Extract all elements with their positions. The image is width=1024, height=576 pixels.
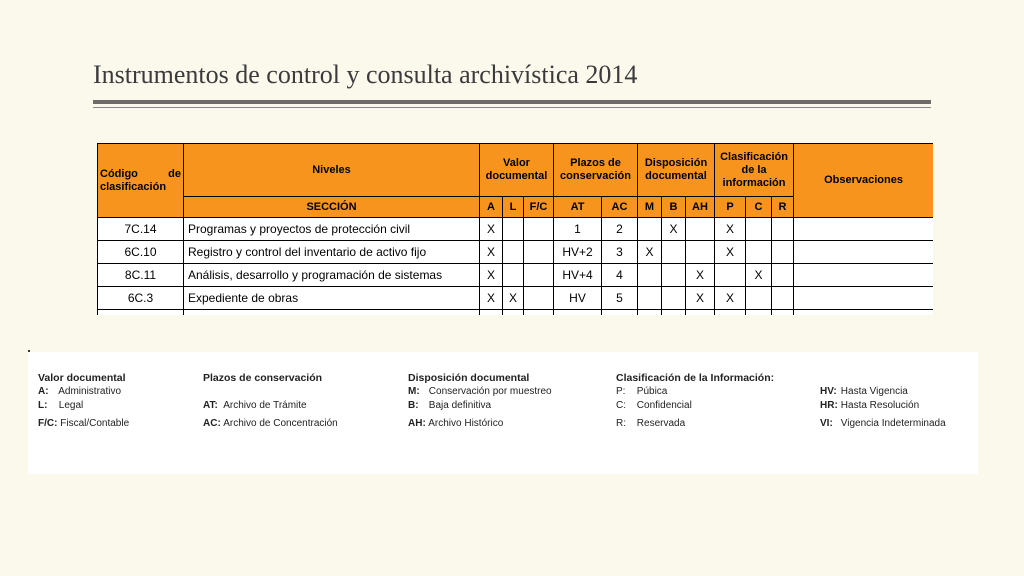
table-row [98, 218, 934, 241]
mark-cell: X [715, 218, 746, 241]
niveles-header: Niveles [184, 144, 480, 197]
observaciones-cell [794, 264, 933, 287]
mark-cell: 3 [602, 241, 638, 264]
legend-item: P: Púbica [616, 386, 668, 397]
clasificacion-header: Clasificación de la información [715, 144, 794, 197]
legend-item: A: Administrativo [38, 386, 122, 397]
legend-item: C: Confidencial [616, 400, 692, 411]
mark-cell [524, 218, 554, 241]
mark-cell: X [480, 264, 503, 287]
page-title: Instrumentos de control y consulta archivística 2014 [93, 60, 638, 89]
mark-cell: X [715, 241, 746, 264]
sub-header: AC [602, 197, 638, 218]
legend-item: VI: Vigencia Indeterminada [820, 418, 946, 429]
disposicion-header: Disposición documental [638, 144, 715, 197]
legend-clasificacion [616, 372, 774, 432]
sub-header: R [772, 197, 794, 218]
legend-item: M: Conservación por muestreo [408, 386, 552, 397]
mark-cell [503, 218, 524, 241]
legend-vigencia [820, 386, 946, 432]
legend-image [28, 352, 978, 474]
mark-cell [686, 241, 715, 264]
mark-cell: X [480, 287, 503, 310]
legend-valor [38, 372, 129, 432]
sub-header: P [715, 197, 746, 218]
code-cell: 6C.3 [98, 287, 184, 310]
plazos-header: Plazos de conservación [554, 144, 638, 197]
legend-plazos [203, 372, 338, 432]
table-row [98, 287, 934, 310]
legend-item: HV: Hasta Vigencia [820, 386, 908, 397]
mark-cell: X [715, 287, 746, 310]
mark-cell [524, 264, 554, 287]
section-cell: Programas y proyectos de protección civil [184, 218, 480, 241]
mark-cell: HV+2 [554, 241, 602, 264]
mark-cell [638, 264, 662, 287]
mark-cell: X [686, 287, 715, 310]
sub-header: F/C [524, 197, 554, 218]
mark-cell: X [638, 241, 662, 264]
mark-cell: X [503, 287, 524, 310]
table-row [98, 264, 934, 287]
title-divider-thin [93, 107, 931, 108]
mark-cell [662, 287, 686, 310]
section-cell: Registro y control del inventario de activo fijo [184, 241, 480, 264]
mark-cell [715, 264, 746, 287]
legend-item: HR: Hasta Resolución [820, 400, 920, 411]
section-cell: Análisis, desarrollo y programación de sistemas [184, 264, 480, 287]
mark-cell [503, 241, 524, 264]
mark-cell [503, 264, 524, 287]
code-header: Código de clasificación [98, 144, 184, 218]
sub-header: AT [554, 197, 602, 218]
observaciones-cell [794, 218, 933, 241]
observaciones-header: Observaciones [794, 144, 933, 218]
legend-heading: Clasificación de la Información: [616, 372, 775, 384]
mark-cell [772, 264, 794, 287]
sub-header: B [662, 197, 686, 218]
mark-cell: HV+4 [554, 264, 602, 287]
table-row [98, 241, 934, 264]
legend-item: AC: Archivo de Concentración [203, 418, 338, 429]
sub-header: A [480, 197, 503, 218]
mark-cell [746, 218, 772, 241]
legend-heading: Disposición documental [408, 372, 530, 384]
mark-cell [772, 241, 794, 264]
mark-cell [524, 241, 554, 264]
section-cell: Expediente de obras [184, 287, 480, 310]
table-row-partial [98, 310, 934, 316]
mark-cell: X [480, 218, 503, 241]
classification-table-image [97, 143, 933, 315]
valor-documental-header: Valor documental [480, 144, 554, 197]
code-cell: 8C.11 [98, 264, 184, 287]
sub-header: M [638, 197, 662, 218]
mark-cell [746, 287, 772, 310]
mark-cell: X [662, 218, 686, 241]
mark-cell: 2 [602, 218, 638, 241]
mark-cell: X [746, 264, 772, 287]
sub-header: AH [686, 197, 715, 218]
mark-cell [686, 218, 715, 241]
sub-header: L [503, 197, 524, 218]
mark-cell: X [686, 264, 715, 287]
legend-item: L: Legal [38, 400, 84, 411]
legend-heading: Valor documental [38, 372, 126, 384]
mark-cell [746, 241, 772, 264]
mark-cell [662, 241, 686, 264]
legend-item: AT: Archivo de Trámite [203, 400, 307, 411]
title-divider [93, 100, 931, 104]
sub-header: C [746, 197, 772, 218]
legend-item: AH: Archivo Histórico [408, 418, 504, 429]
observaciones-cell [794, 241, 933, 264]
mark-cell: X [480, 241, 503, 264]
mark-cell [772, 218, 794, 241]
code-cell: 7C.14 [98, 218, 184, 241]
mark-cell [638, 287, 662, 310]
mark-cell: 4 [602, 264, 638, 287]
seccion-header: SECCIÓN [184, 197, 480, 218]
legend-disposicion [408, 372, 552, 432]
mark-cell: 1 [554, 218, 602, 241]
classification-table [97, 143, 933, 315]
mark-cell: 5 [602, 287, 638, 310]
legend-item: B: Baja definitiva [408, 400, 492, 411]
legend-heading: Plazos de conservación [203, 372, 323, 384]
legend-item: R: Reservada [616, 418, 686, 429]
mark-cell [772, 287, 794, 310]
legend-item: F/C: Fiscal/Contable [38, 418, 130, 429]
observaciones-cell [794, 287, 933, 310]
mark-cell [524, 287, 554, 310]
mark-cell: HV [554, 287, 602, 310]
mark-cell [662, 264, 686, 287]
code-cell: 6C.10 [98, 241, 184, 264]
mark-cell [638, 218, 662, 241]
